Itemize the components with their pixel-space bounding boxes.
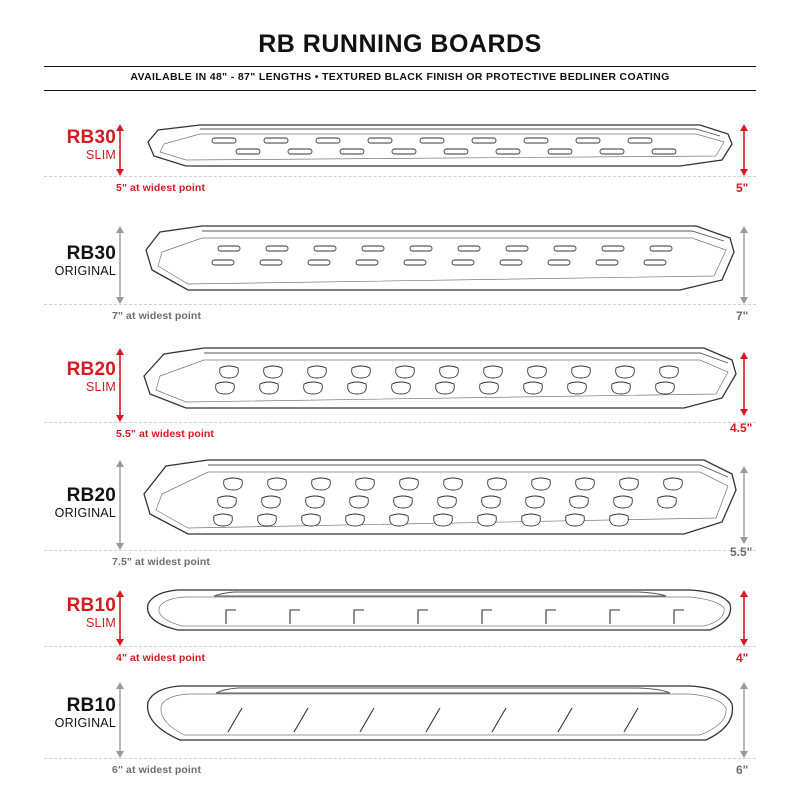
board-illustration-rb30-slim bbox=[140, 120, 740, 176]
row-label-rb30-original bbox=[30, 244, 116, 279]
row-divider bbox=[44, 646, 756, 647]
header-rule-top bbox=[44, 66, 756, 67]
width-note-rb10-slim: 4" at widest point bbox=[116, 652, 206, 664]
variant-name: ORIGINAL bbox=[54, 263, 116, 278]
board-row-rb30-slim bbox=[0, 96, 800, 195]
variant-name: SLIM bbox=[86, 615, 116, 630]
header-rule-bottom bbox=[44, 90, 756, 91]
board-row-rb20-original bbox=[0, 444, 800, 566]
height-arrow-rb20-slim bbox=[112, 348, 128, 422]
model-name: RB30 bbox=[66, 243, 116, 264]
model-name: RB20 bbox=[66, 359, 116, 380]
right-height-arrow-rb10-original bbox=[736, 682, 752, 758]
height-arrow-rb10-slim bbox=[112, 590, 128, 646]
board-illustration-rb30-original bbox=[140, 222, 740, 304]
height-dim-rb20-slim: 4.5" bbox=[730, 421, 753, 435]
width-note-rb20-slim: 5.5" at widest point bbox=[116, 428, 214, 440]
board-row-rb10-original bbox=[0, 670, 800, 780]
row-label-rb20-slim bbox=[30, 360, 116, 395]
row-divider bbox=[44, 550, 756, 551]
variant-name: ORIGINAL bbox=[54, 715, 116, 730]
row-divider bbox=[44, 422, 756, 423]
right-height-arrow-rb20-slim bbox=[736, 352, 752, 416]
model-name: RB10 bbox=[66, 595, 116, 616]
page-header bbox=[0, 0, 800, 96]
height-arrow-rb30-slim bbox=[112, 124, 128, 176]
page-title: RB RUNNING BOARDS bbox=[258, 30, 542, 58]
row-label-rb10-slim bbox=[30, 596, 116, 631]
width-note-rb10-original: 6" at widest point bbox=[112, 764, 202, 776]
board-row-rb20-slim bbox=[0, 330, 800, 440]
row-divider bbox=[44, 758, 756, 759]
width-note-rb30-original: 7" at widest point bbox=[112, 310, 202, 322]
height-arrow-rb10-original bbox=[112, 682, 128, 758]
model-name: RB30 bbox=[66, 127, 116, 148]
variant-name: SLIM bbox=[86, 147, 116, 162]
row-label-rb30-slim bbox=[30, 128, 116, 163]
board-row-rb30-original bbox=[0, 208, 800, 323]
right-height-arrow-rb10-slim bbox=[736, 590, 752, 646]
width-note-rb20-original: 7.5" at widest point bbox=[112, 556, 210, 568]
board-row-rb10-slim bbox=[0, 574, 800, 666]
width-note-rb30-slim: 5" at widest point bbox=[116, 182, 206, 194]
board-illustration-rb20-slim bbox=[138, 342, 742, 422]
height-dim-rb10-slim: 4" bbox=[736, 651, 749, 665]
height-dim-rb20-original: 5.5" bbox=[730, 545, 753, 559]
row-divider bbox=[44, 304, 756, 305]
page-subtitle: AVAILABLE IN 48" - 87" LENGTHS • TEXTURED BLACK FINISH OR PROTECTIVE BEDLINER COATING bbox=[130, 71, 670, 83]
board-illustration-rb10-original bbox=[138, 678, 742, 758]
board-illustration-rb10-slim bbox=[138, 584, 742, 646]
board-illustration-rb20-original bbox=[138, 454, 742, 550]
height-dim-rb30-slim: 5" bbox=[736, 181, 749, 195]
row-divider bbox=[44, 176, 756, 177]
height-dim-rb10-original: 6" bbox=[736, 763, 749, 777]
height-dim-rb30-original: 7" bbox=[736, 309, 749, 323]
height-arrow-rb30-original bbox=[112, 226, 128, 304]
right-height-arrow-rb20-original bbox=[736, 466, 752, 544]
variant-name: ORIGINAL bbox=[54, 505, 116, 520]
row-label-rb20-original bbox=[30, 486, 116, 521]
variant-name: SLIM bbox=[86, 379, 116, 394]
height-arrow-rb20-original bbox=[112, 460, 128, 550]
right-height-arrow-rb30-original bbox=[736, 226, 752, 304]
model-name: RB20 bbox=[66, 485, 116, 506]
row-label-rb10-original bbox=[30, 696, 116, 731]
right-height-arrow-rb30-slim bbox=[736, 124, 752, 176]
model-name: RB10 bbox=[66, 695, 116, 716]
